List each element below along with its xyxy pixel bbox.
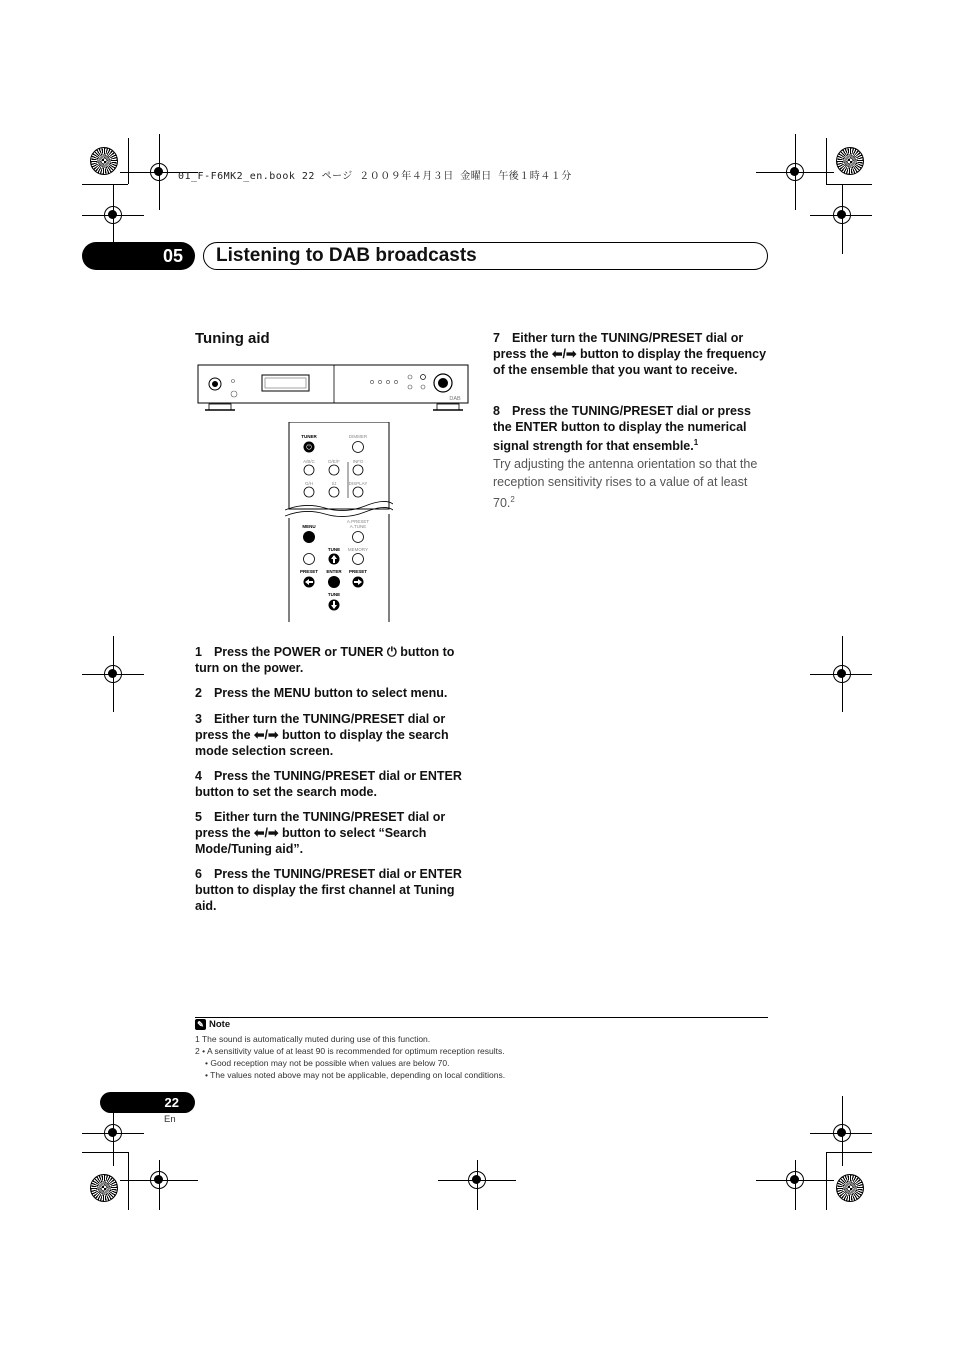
step-number: 7: [493, 331, 500, 345]
remote-label-enter: ENTER: [326, 569, 342, 574]
remote-label-def: D/E/F: [328, 459, 340, 464]
footnote-2-bullet: • Good reception may not be possible when values are below 70.: [205, 1058, 450, 1068]
step-number: 6: [195, 867, 202, 881]
crop-line: [842, 636, 843, 712]
remote-label-atune: A.TUNE: [349, 524, 367, 529]
footnote-2-bullet: • The values noted above may not be applicable, depending on local conditions.: [205, 1070, 506, 1080]
crop-line: [842, 184, 843, 254]
step-number: 3: [195, 712, 202, 726]
crop-line: [159, 134, 160, 210]
starburst-mark-bottom-right: [836, 1174, 864, 1202]
crop-line: [82, 1152, 128, 1153]
apreset-atune-button: [353, 532, 364, 543]
chapter-number: 05: [82, 242, 195, 270]
remote-label-info: INFO: [352, 459, 364, 464]
remote-label-tune-down: TUNE: [327, 592, 341, 597]
step-8-note-text: Try adjusting the antenna orientation so that the reception sensitivity rises to a value of at least 70.: [493, 457, 758, 511]
step-5: [195, 809, 470, 857]
memory-button: [353, 554, 364, 565]
remote-label-preset-right: PRESET: [348, 569, 368, 574]
step-text: Press the POWER or TUNER ⏻ button to turn on the power.: [195, 645, 455, 675]
starburst-mark-top-right: [836, 147, 864, 175]
remote-label-tuner: TUNER: [301, 434, 317, 439]
crop-line: [477, 1160, 478, 1210]
remote-label-apreset: A.PRESET: [346, 519, 370, 524]
gh-button: [304, 487, 314, 497]
remote-label-preset-left: PRESET: [299, 569, 319, 574]
remote-label-dimmer: DIMMER: [348, 434, 368, 439]
step-8: [493, 403, 768, 454]
def-button: [329, 465, 339, 475]
remote-label-tune-up: TUNE: [327, 547, 341, 552]
step-number: 8: [493, 404, 500, 418]
enter-button: [328, 576, 340, 588]
step-1: [195, 644, 470, 676]
crop-line: [826, 1152, 827, 1210]
remote-control-illustration: [285, 422, 393, 622]
crop-line: [810, 674, 872, 675]
page-number: 22: [100, 1092, 195, 1113]
step-number: 2: [195, 686, 202, 700]
step-text: Press the TUNING/PRESET dial or ENTER button to set the search mode.: [195, 769, 462, 799]
blank-button: [304, 554, 315, 565]
remote-label-ij: I/J: [331, 481, 337, 486]
footnote-ref-2: 2: [510, 495, 515, 504]
remote-label-display: DISPLAY: [348, 481, 368, 486]
crop-line: [795, 134, 796, 210]
device-front-panel-illustration: [197, 364, 469, 416]
step-6: [195, 866, 470, 914]
crop-line: [113, 636, 114, 712]
step-text: Press the TUNING/PRESET dial or press the ENTER button to display the numerical signal strength for that ensemble.: [493, 404, 751, 454]
crop-line: [795, 1160, 796, 1210]
crop-line: [826, 184, 872, 185]
step-number: 4: [195, 769, 202, 783]
step-text: Press the MENU button to select menu.: [213, 686, 448, 700]
menu-button: [303, 531, 315, 543]
ij-button: [329, 487, 339, 497]
step-3: [195, 711, 470, 759]
crop-line: [128, 1152, 129, 1210]
remote-label-memory: MEMORY: [347, 547, 369, 552]
crop-line: [82, 184, 128, 185]
crop-line: [810, 1133, 872, 1134]
step-text: Either turn the TUNING/PRESET dial or press the ⬅/➡ button to select “Search Mode/Tuning aid”.: [195, 810, 446, 856]
crop-line: [128, 138, 129, 184]
step-2: [195, 685, 470, 701]
chapter-title: [203, 242, 768, 270]
info-button: [353, 465, 363, 475]
device-dab-label: DAB: [449, 396, 461, 402]
starburst-mark-top-left: [90, 147, 118, 175]
footnote-1: 1 The sound is automatically muted during use of this function.: [195, 1034, 431, 1044]
notes-divider: [195, 1017, 768, 1018]
notes-heading: [195, 1019, 230, 1030]
step-4: [195, 768, 470, 800]
step-7: [493, 330, 768, 378]
display-button: [353, 487, 363, 497]
section-title: Tuning aid: [195, 330, 270, 347]
page-language: En: [164, 1114, 176, 1125]
remote-label-gh: G/H: [304, 481, 314, 486]
file-info-line: 01_F-F6MK2_en.book 22 ページ ２００９年４月３日 金曜日 午後１時４１分: [178, 171, 572, 182]
footnote-2: 2 • A sensitivity value of at least 90 is recommended for optimum reception results.: [195, 1046, 505, 1056]
step-8-note: [493, 455, 768, 512]
step-number: 1: [195, 645, 202, 659]
remote-label-menu: MENU: [302, 524, 316, 529]
crop-line: [826, 1152, 872, 1153]
remote-label-abc: A/B/C: [303, 459, 315, 464]
step-text: Either turn the TUNING/PRESET dial or press the ⬅/➡ button to display the frequency of the ensemble that you want to receive.: [493, 331, 767, 377]
starburst-mark-bottom-left: [90, 1174, 118, 1202]
crop-line: [810, 215, 872, 216]
dimmer-button: [353, 442, 364, 453]
footnote-ref-1: 1: [693, 438, 699, 447]
step-text: Press the TUNING/PRESET dial or ENTER button to display the first channel at Tuning aid.: [195, 867, 462, 913]
power-icon: ⏻: [306, 443, 312, 452]
crop-line: [159, 1160, 160, 1210]
step-text: Either turn the TUNING/PRESET dial or press the ⬅/➡ button to display the search mode selection screen.: [195, 712, 449, 758]
abc-button: [304, 465, 314, 475]
crop-line: [842, 1096, 843, 1166]
chapter-title-text: Listening to DAB broadcasts: [216, 245, 477, 266]
crop-line: [826, 138, 827, 184]
notes-heading-text: Note: [209, 1019, 231, 1030]
step-number: 5: [195, 810, 202, 824]
note-pencil-icon: ✎: [195, 1019, 206, 1030]
